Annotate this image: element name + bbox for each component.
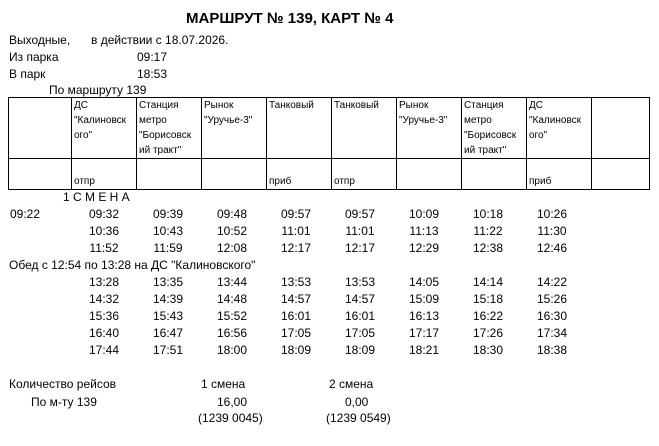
stops-header-table	[8, 97, 650, 190]
stop-name-cell: Рынок "Уручье-3"	[397, 98, 462, 159]
time-cell: 12:29	[408, 241, 440, 255]
time-cell: 11:13	[409, 224, 439, 238]
valid-from: в действии с 18.07.2026.	[91, 33, 229, 47]
schedule-row	[0, 308, 659, 324]
time-cell: 14:05	[408, 275, 440, 289]
time-cell: 14:57	[280, 292, 312, 306]
time-cell: 14:57	[344, 292, 376, 306]
time-cell: 11:22	[473, 224, 503, 238]
time-cell: 13:28	[88, 275, 120, 289]
shift1-label: 1 смена	[201, 377, 246, 391]
time-cell: 12:17	[280, 241, 312, 255]
stop-type-row	[9, 159, 650, 190]
time-cell: 09:57	[344, 207, 376, 221]
stop-type-cell: отпр	[72, 159, 137, 190]
time-cell: 10:43	[152, 224, 184, 238]
time-cell: 12:38	[472, 241, 504, 255]
out-of-park-time: 09:17	[137, 50, 168, 64]
time-cell: 13:53	[280, 275, 312, 289]
time-cell: 13:53	[344, 275, 376, 289]
time-cell: 15:52	[216, 309, 248, 323]
time-cell: 18:38	[536, 343, 568, 357]
to-park-time: 18:53	[137, 67, 168, 81]
time-cell: 17:51	[152, 343, 184, 357]
time-cell: 18:09	[344, 343, 376, 357]
time-cell: 14:39	[152, 292, 184, 306]
stop-type-cell	[9, 159, 72, 190]
stop-type-cell: приб	[267, 159, 332, 190]
stop-names-row	[9, 98, 650, 159]
time-cell: 17:05	[344, 326, 376, 340]
shift2-trips-value: 0,00	[345, 395, 369, 409]
page-title: МАРШРУТ № 139, КАРТ № 4	[186, 10, 394, 27]
stop-name-cell: Танковый	[267, 98, 332, 159]
stop-type-cell	[462, 159, 527, 190]
time-cell: 17:44	[88, 343, 120, 357]
stop-name-cell: Танковый	[332, 98, 397, 159]
stop-name-cell: Станция метро "Борисовск ий тракт"	[462, 98, 527, 159]
time-cell: 14:14	[472, 275, 504, 289]
time-cell: 18:21	[408, 343, 440, 357]
summary-route-label: По м-ту 139	[31, 395, 97, 409]
shift1-trips-value: 16,00	[217, 395, 248, 409]
stop-type-cell	[202, 159, 267, 190]
day-type: Выходные,	[9, 33, 71, 47]
time-cell: 15:36	[88, 309, 120, 323]
shift2-label: 2 смена	[329, 377, 374, 391]
schedule-row	[0, 223, 659, 239]
stop-name-cell	[592, 98, 650, 159]
lunch-note: Обед с 12:54 по 13:28 на ДС "Калиновского"	[9, 258, 256, 272]
shift1-code: (1239 0045)	[198, 411, 263, 425]
time-cell: 09:39	[152, 207, 184, 221]
time-cell: 10:36	[88, 224, 120, 238]
time-cell: 14:32	[88, 292, 120, 306]
schedule-row	[0, 206, 659, 222]
time-cell: 13:44	[216, 275, 248, 289]
time-cell: 16:40	[88, 326, 120, 340]
time-cell: 09:32	[88, 207, 120, 221]
time-cell: 15:09	[408, 292, 440, 306]
stop-name-cell: Рынок "Уручье-3"	[202, 98, 267, 159]
time-cell: 16:13	[408, 309, 440, 323]
schedule-row	[0, 274, 659, 290]
departure-time: 09:22	[10, 207, 41, 221]
time-cell: 11:01	[281, 224, 311, 238]
time-cell: 10:18	[472, 207, 504, 221]
time-cell: 18:09	[280, 343, 312, 357]
schedule-row	[0, 325, 659, 341]
schedule-row	[0, 240, 659, 256]
trips-count-label: Количество рейсов	[9, 377, 117, 391]
time-cell: 15:26	[536, 292, 568, 306]
out-of-park-label: Из парка	[9, 50, 59, 64]
shift2-code: (1239 0549)	[326, 411, 391, 425]
schedule-row	[0, 291, 659, 307]
schedule-row	[0, 342, 659, 358]
stop-type-cell	[137, 159, 202, 190]
time-cell: 14:48	[216, 292, 248, 306]
time-cell: 12:17	[344, 241, 376, 255]
stop-name-cell: Станция метро "Борисовск ий тракт"	[137, 98, 202, 159]
route-label: По маршруту 139	[49, 83, 147, 97]
stop-name-cell	[9, 98, 72, 159]
stop-type-cell: отпр	[332, 159, 397, 190]
time-cell: 09:57	[280, 207, 312, 221]
time-cell: 09:48	[216, 207, 248, 221]
time-cell: 14:22	[536, 275, 568, 289]
time-cell: 16:22	[472, 309, 504, 323]
time-cell: 17:26	[472, 326, 504, 340]
time-cell: 18:30	[472, 343, 504, 357]
time-cell: 16:30	[536, 309, 568, 323]
stop-name-cell: ДС "Калиновск ого"	[72, 98, 137, 159]
time-cell: 11:59	[153, 241, 183, 255]
shift-label: 1 С М Е Н А	[63, 190, 130, 204]
time-cell: 16:01	[280, 309, 312, 323]
time-cell: 17:05	[280, 326, 312, 340]
time-cell: 11:52	[89, 241, 119, 255]
time-cell: 12:08	[216, 241, 248, 255]
stop-type-cell: приб	[527, 159, 592, 190]
stop-name-cell: ДС "Калиновск ого"	[527, 98, 592, 159]
time-cell: 15:18	[472, 292, 504, 306]
time-cell: 16:01	[344, 309, 376, 323]
stop-type-cell	[592, 159, 650, 190]
time-cell: 10:26	[536, 207, 568, 221]
time-cell: 13:35	[152, 275, 184, 289]
time-cell: 17:17	[408, 326, 440, 340]
time-cell: 18:00	[216, 343, 248, 357]
time-cell: 12:46	[536, 241, 568, 255]
time-cell: 11:01	[345, 224, 375, 238]
to-park-label: В парк	[9, 67, 46, 81]
time-cell: 10:52	[216, 224, 248, 238]
time-cell: 10:09	[408, 207, 440, 221]
time-cell: 17:34	[536, 326, 568, 340]
time-cell: 16:47	[152, 326, 184, 340]
stop-type-cell	[397, 159, 462, 190]
time-cell: 16:56	[216, 326, 248, 340]
time-cell: 15:43	[152, 309, 184, 323]
time-cell: 11:30	[537, 224, 567, 238]
